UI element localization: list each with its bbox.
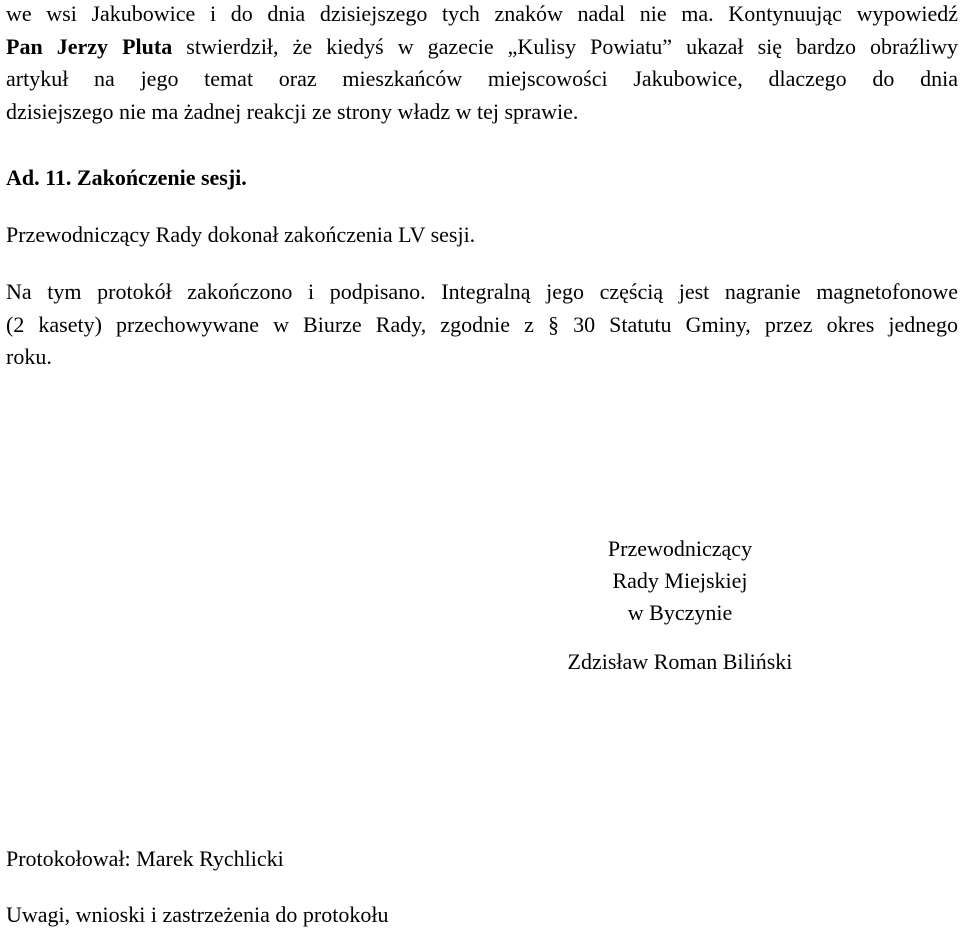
final-paragraph — [6, 276, 958, 374]
intro-line-1: we wsi Jakubowice i do dnia dzisiejszego tych znaków nadal nie ma. Kontynuując wypowiedź — [6, 1, 958, 26]
signature-title-line-3: w Byczynie — [627, 600, 733, 625]
intro-line-4: dzisiejszego nie ma żadnej reakcji ze strony władz w tej sprawie. — [6, 98, 579, 124]
signature-title-line-2: Rady Miejskiej — [612, 568, 748, 593]
signatory-name: Zdzisław Roman Biliński — [567, 649, 793, 674]
remarks-label: Uwagi, wnioski i zastrzeżenia do protokołu — [6, 902, 389, 927]
section-heading: Ad. 11. Zakończenie sesji. — [6, 165, 247, 190]
closing-statement: Przewodniczący Rady dokonał zakończenia LV sesji. — [6, 222, 476, 247]
signature-block — [480, 533, 880, 629]
intro-paragraph — [6, 0, 958, 128]
final-line-1: Na tym protokół zakończono i podpisano. Integralną jego częścią jest nagranie magnetofonowe — [6, 279, 958, 304]
speaker-name: Pan Jerzy Pluta — [6, 33, 173, 59]
intro-line-2 — [6, 31, 958, 64]
intro-line-3: artykuł na jego temat oraz mieszkańców miejscowości Jakubowice, dlaczego do dnia — [6, 66, 958, 91]
minutes-taker: Protokołował: Marek Rychlicki — [6, 846, 284, 871]
final-line-2: (2 kasety) przechowywane w Biurze Rady, zgodnie z § 30 Statutu Gminy, przez okres jednego — [6, 311, 958, 337]
intro-line-2-text: stwierdził, że kiedyś w gazecie „Kulisy Powiatu” ukazał się bardzo obraźliwy — [172, 33, 958, 59]
signature-title-line-1: Przewodniczący — [607, 536, 753, 561]
final-line-3: roku. — [6, 344, 52, 369]
